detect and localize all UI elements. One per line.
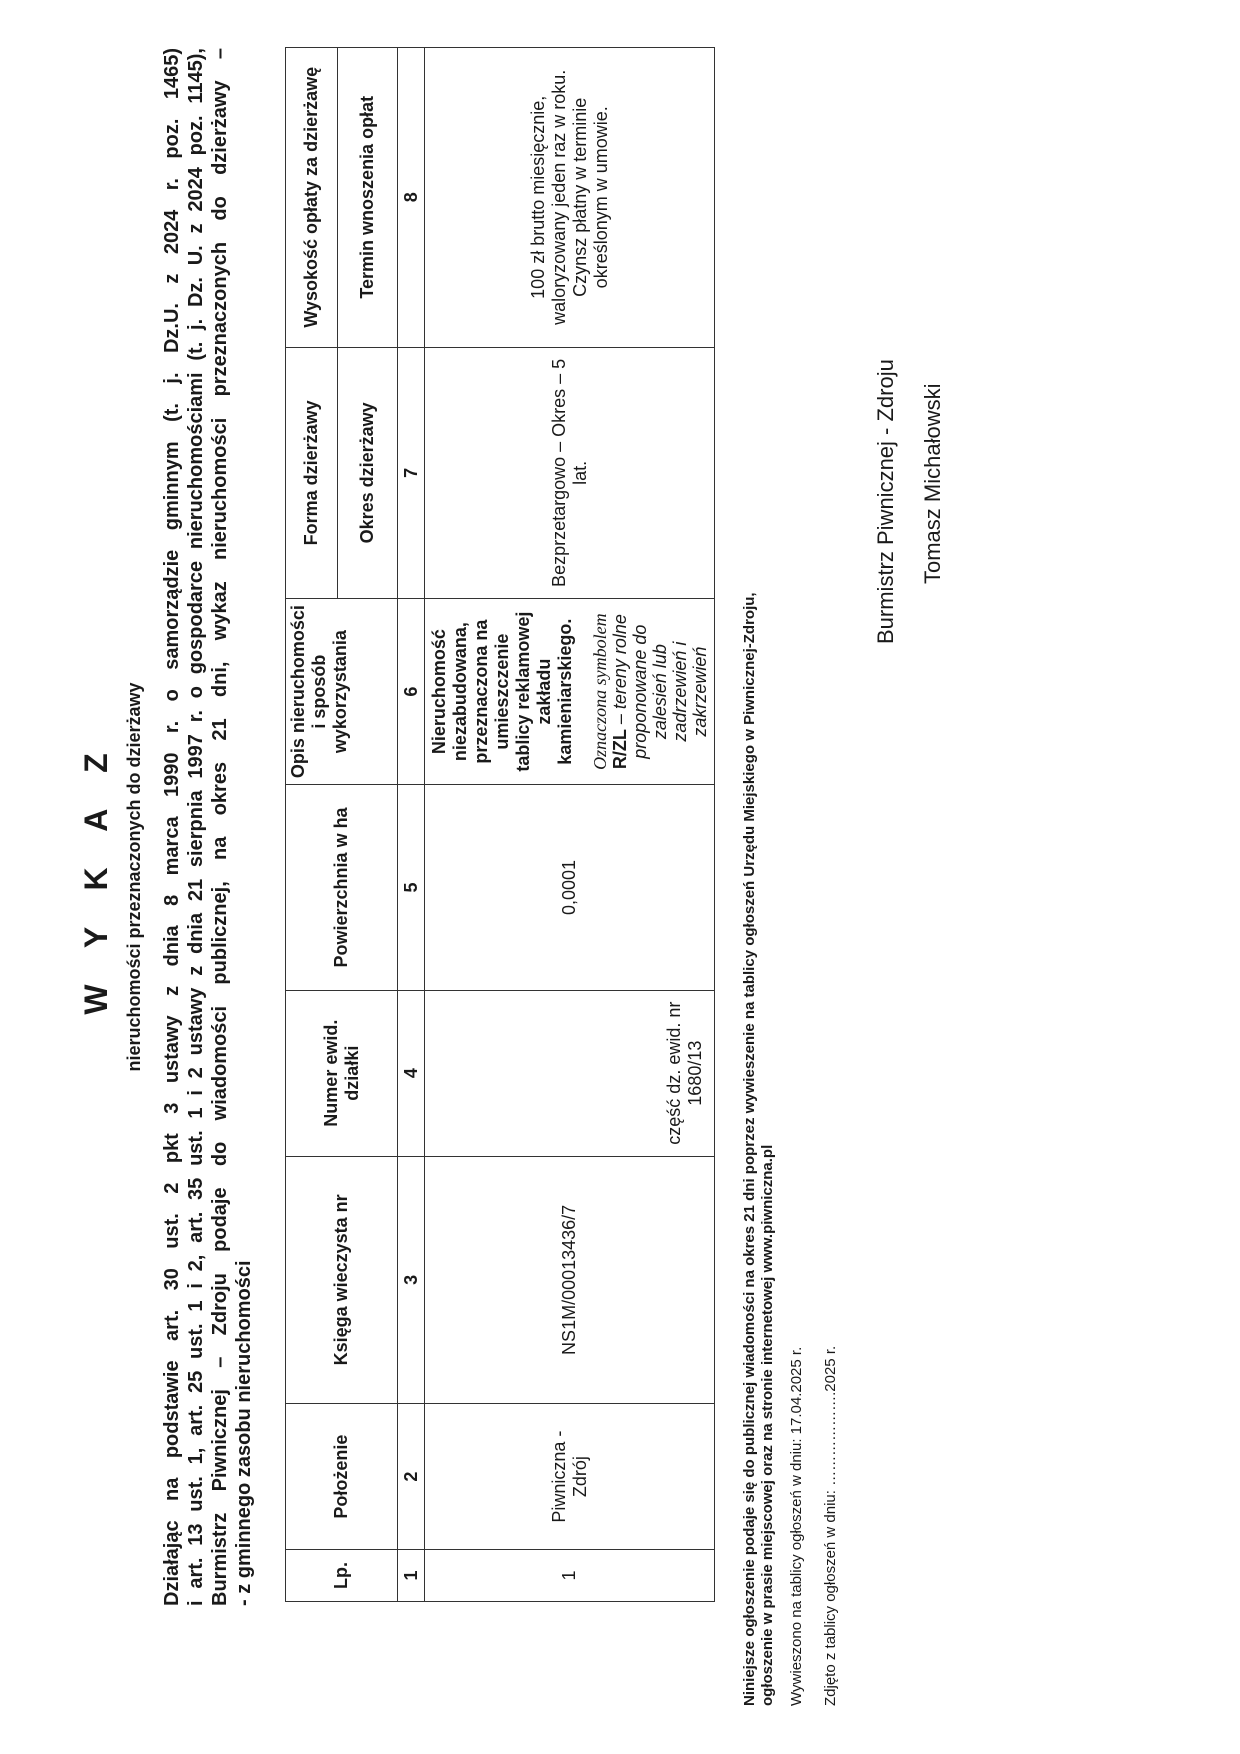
column-number: 3 (398, 1156, 425, 1404)
notice-line: ogłoszenie w prasie miejscowej oraz na stronie internetowej www.piwniczna.pl (759, 1144, 776, 1706)
header-numer: Numer ewid. działki (286, 990, 398, 1156)
property-table (285, 47, 715, 1602)
column-number: 5 (398, 785, 425, 991)
column-number: 1 (398, 1550, 425, 1602)
column-number: 7 (398, 347, 425, 599)
header-powierzchnia: Powierzchnia w ha (286, 785, 398, 991)
posted-date: Wywieszono na tablicy ogłoszeń w dniu: 17.04.2025 r. (788, 1346, 805, 1706)
row-lp: 1 (425, 1550, 715, 1602)
intro-paragraph (160, 48, 256, 1606)
row-numer: część dz. ewid. nr 1680/13 (425, 990, 715, 1156)
rzl-description: – tereny rolne proponowane do zalesień lub zadrzewień i zakrzewień (610, 614, 710, 759)
row-opis (425, 599, 715, 785)
row-forma-okres: Bezprzetargowo – Okres – 5 lat. (425, 347, 715, 599)
intro-line: Burmistrz Piwnicznej – Zdroju podaje do wiadomości publicznej, na okres 21 dni, wykaz nieruchomości przeznaczonych do dzierżawy – (209, 48, 231, 1606)
header-okres: Okres dzierżawy (338, 347, 398, 599)
header-ksiega: Księga wieczysta nr (286, 1156, 398, 1404)
rzl-symbol: R/ZL (610, 729, 630, 770)
document-title: W Y K A Z (78, 739, 114, 1015)
row-ksiega: NS1M/00013436/7 (425, 1156, 715, 1404)
header-polozenie: Położenie (286, 1404, 398, 1550)
column-number: 4 (398, 990, 425, 1156)
column-number: 8 (398, 48, 425, 348)
intro-line: - z gminnego zasobu nieruchomości (233, 1260, 255, 1606)
row-oplata: 100 zł brutto miesięcznie, waloryzowany jeden raz w roku. Czynsz płatny w terminie określonym w umowie. (425, 48, 715, 348)
notice-line: Niniejsze ogłoszenie podaje się do publicznej wiadomości na okres 21 dni poprzez wywieszenie na tablicy ogłoszeń Urzędu Miejskiego w Piwnicznej-Zdroju, (741, 592, 758, 1706)
header-opis: Opis nieruchomości i sposób wykorzystania (286, 599, 398, 785)
row-polozenie: Piwniczna - Zdrój (425, 1404, 715, 1550)
oznaczona-label: Oznaczona symbolem (590, 613, 610, 770)
document-subtitle: nieruchomości przeznaczonych do dzierżawy (124, 682, 144, 1072)
header-wysokosc: Wysokość opłaty za dzierżawę (286, 48, 338, 348)
header-termin: Termin wnoszenia opłat (338, 48, 398, 348)
column-number: 2 (398, 1404, 425, 1550)
column-number: 6 (398, 599, 425, 785)
removed-date: Zdjęto z tablicy ogłoszeń w dniu: ……………….2025 r. (822, 1345, 839, 1706)
signature-name: Tomasz Michałowski (920, 383, 945, 584)
notice-paragraph (741, 6, 777, 1706)
row-powierzchnia: 0,0001 (425, 785, 715, 991)
intro-line: i art. 13 ust. 1, art. 25 ust. 1 i 2, art. 35 ust. 1 i 2 ustawy z dnia 21 sierpnia 1997 r. o gospodarce nieruchomościami (t. j. Dz. U. z 2024 poz. 1145), (185, 48, 207, 1606)
header-lp: Lp. (286, 1550, 398, 1602)
signature-title: Burmistrz Piwnicznej - Zdroju (873, 359, 898, 644)
header-forma: Forma dzierżawy (286, 347, 338, 599)
opis-dot: . (555, 618, 575, 624)
intro-line: Działając na podstawie art. 30 ust. 2 pkt 3 ustawy z dnia 8 marca 1990 r. o samorządzie gminnym (t. j. Dz.U. z 2024 r. poz. 1465) (161, 48, 183, 1606)
opis-text: Nieruchomość niezabudowana, przeznaczona na umieszczenie tablicy reklamowej zakładu kamieniarskiego (429, 611, 575, 772)
